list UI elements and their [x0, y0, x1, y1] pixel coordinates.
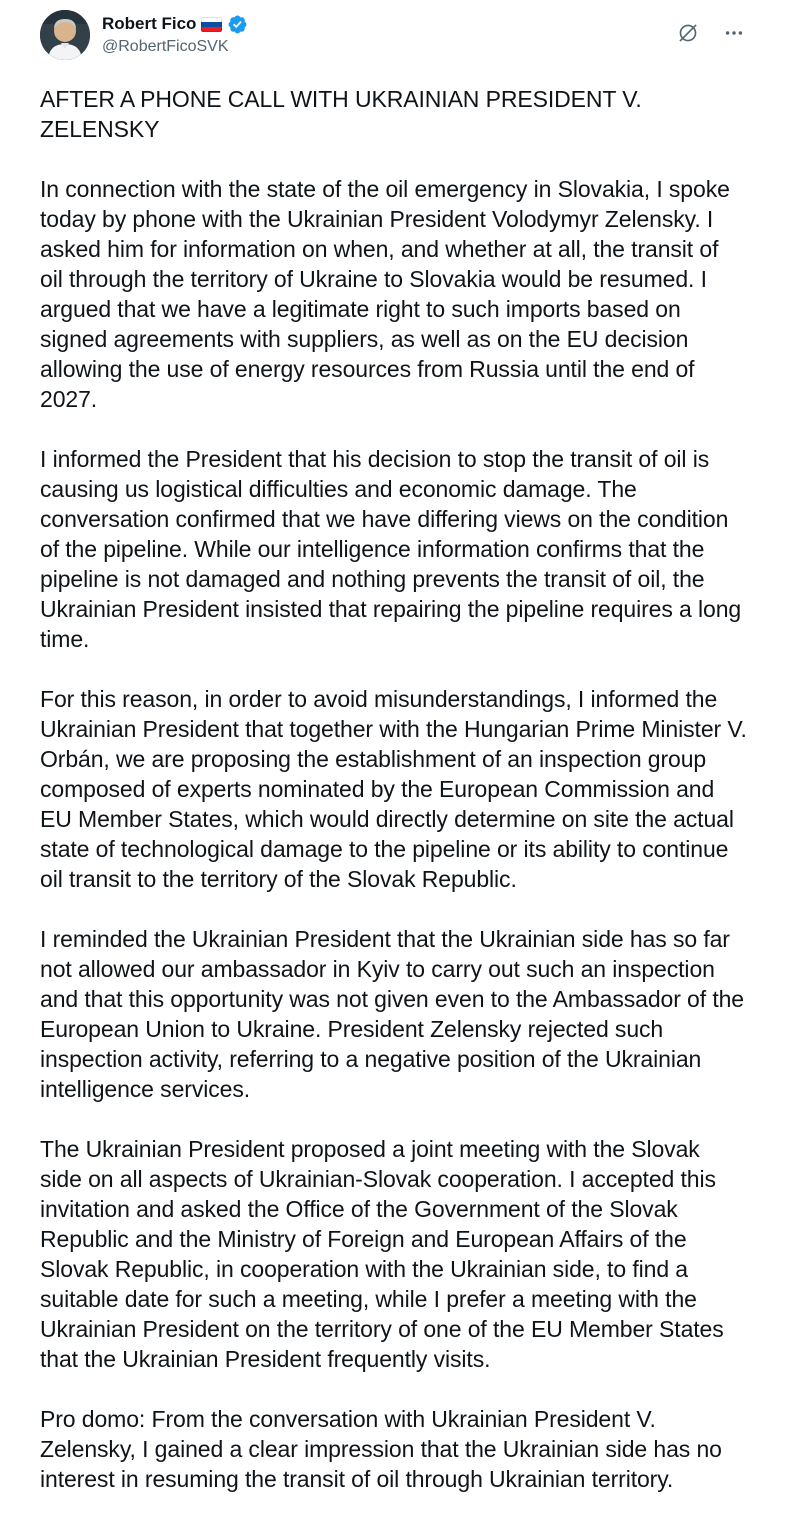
- tweet-text: [40, 84, 747, 1494]
- tweet-paragraph: In connection with the state of the oil emergency in Slovakia, I spoke today by phone with the Ukrainian President Volodymyr Zelensky. I asked him for information on when, and whether at all, the transit of oil through the territory of Ukraine to Slovakia would be resumed. I argued that we have a legitimate right to such imports based on signed agreements with suppliers, as well as on the EU decision allowing the use of energy resources from Russia until the end of 2027.: [40, 176, 730, 412]
- tweet-title-line: AFTER A PHONE CALL WITH UKRAINIAN PRESIDENT V. ZELENSKY: [40, 86, 642, 142]
- author-name-row: [102, 13, 248, 35]
- tweet-paragraph: I reminded the Ukrainian President that the Ukrainian side has so far not allowed our ambassador in Kyiv to carry out such an inspection and that this opportunity was not given even to the Ambassador of the European Union to Ukraine. President Zelensky rejected such inspection activity, referring to a negative position of the Ukrainian intelligence services.: [40, 926, 745, 1102]
- author-name[interactable]: Robert Fico: [102, 14, 197, 33]
- tweet-paragraph: I informed the President that his decision to stop the transit of oil is causing us logistical difficulties and economic damage. The conversation confirmed that we have differing views on the condition of the pipeline. While our intelligence information confirms that the pipeline is not damaged and nothing prevents the transit of oil, the Ukrainian President insisted that repairing the pipeline requires a long time.: [40, 446, 742, 652]
- grok-slashed-circle-icon: [677, 22, 699, 44]
- author-info: [102, 10, 248, 60]
- avatar-photo-placeholder: [40, 10, 90, 60]
- verified-badge-icon: [227, 14, 248, 35]
- header-actions: [675, 10, 747, 46]
- ellipsis-icon: [723, 22, 745, 44]
- author-handle[interactable]: @RobertFicoSVK: [102, 38, 229, 55]
- tweet-paragraph: Pro domo: From the conversation with Ukrainian President V. Zelensky, I gained a clear impression that the Ukrainian side has no interest in resuming the transit of oil through Ukrainian territory.: [40, 1406, 722, 1492]
- slovakia-flag-icon: [201, 17, 222, 32]
- more-button[interactable]: [721, 20, 747, 46]
- tweet-paragraph: For this reason, in order to avoid misunderstandings, I informed the Ukrainian President that together with the Hungarian Prime Minister V. Orbán, we are proposing the establishment of an inspection group composed of experts nominated by the European Commission and EU Member States, which would directly determine on site the actual state of technological damage to the pipeline or its ability to continue oil transit to the territory of the Slovak Republic.: [40, 686, 747, 892]
- grok-actions-button[interactable]: [675, 20, 701, 46]
- tweet-paragraph: The Ukrainian President proposed a joint meeting with the Slovak side on all aspects of Ukrainian-Slovak cooperation. I accepted this invitation and asked the Office of the Government of the Slovak Republic and the Ministry of Foreign and European Affairs of the Slovak Republic, in cooperation with the Ukrainian side, to find a suitable date for such a meeting, while I prefer a meeting with the Ukrainian President on the territory of one of the EU Member States that the Ukrainian President frequently visits.: [40, 1136, 724, 1372]
- avatar[interactable]: [40, 10, 90, 60]
- tweet-header: [40, 10, 747, 60]
